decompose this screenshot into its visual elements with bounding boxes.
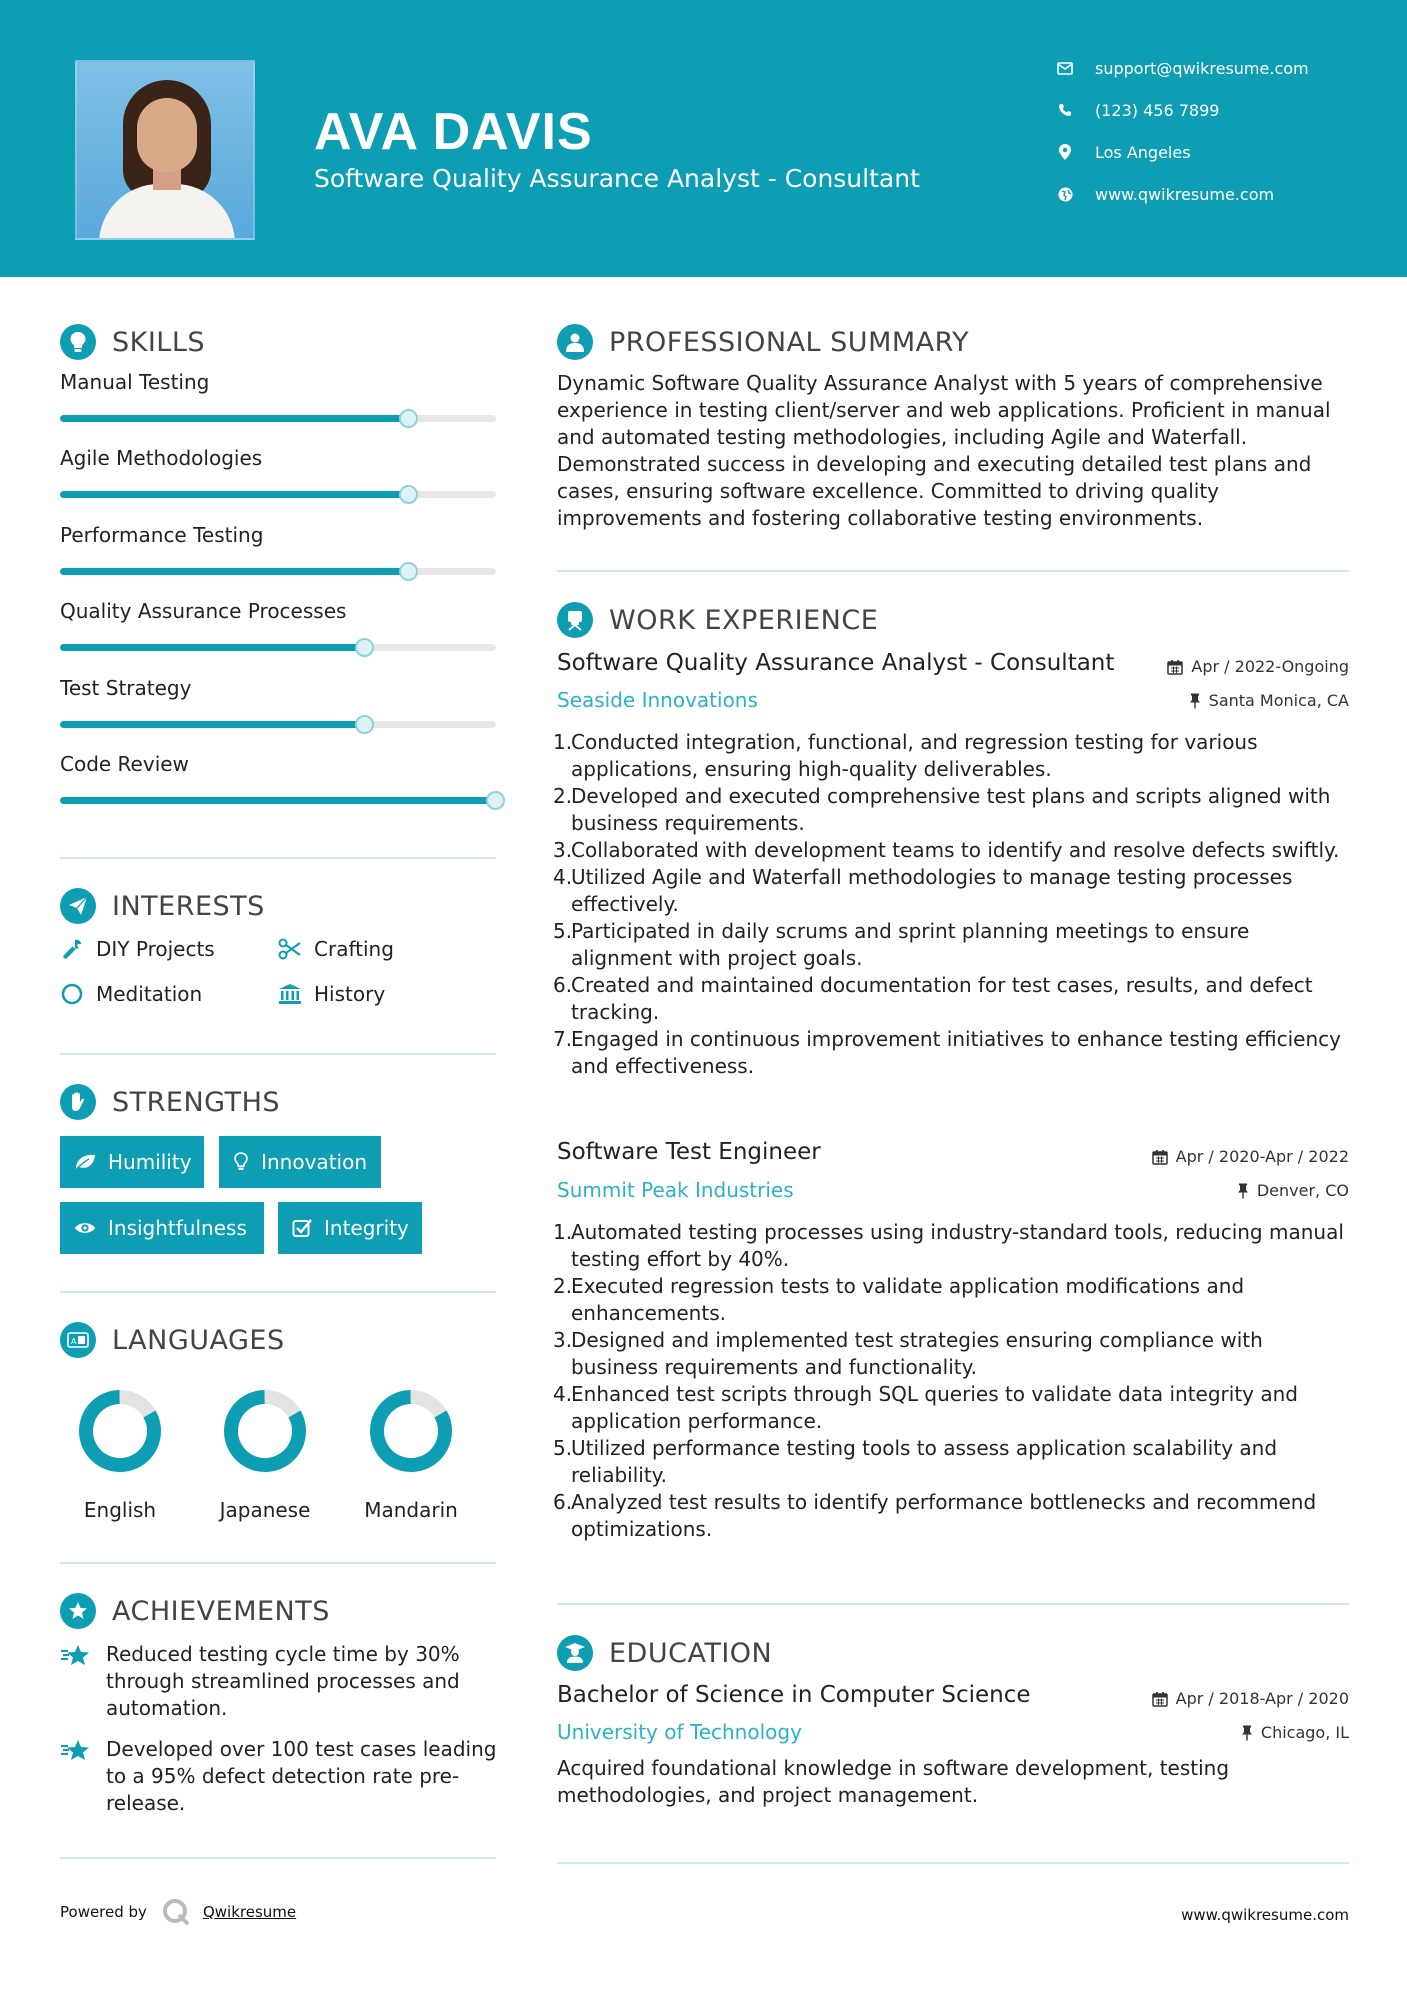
star-badge-icon xyxy=(60,1593,96,1629)
paper-plane-icon xyxy=(60,888,96,924)
language-item xyxy=(351,1386,471,1522)
skill-bar-fill xyxy=(60,797,496,804)
bullet-number: 3. xyxy=(553,1328,573,1352)
pushpin-icon xyxy=(1241,1725,1253,1741)
skill-bar xyxy=(60,644,496,651)
qwikresume-logo-icon xyxy=(161,1897,191,1927)
qwikresume-link[interactable]: Qwikresume xyxy=(202,1903,297,1921)
strength-tag xyxy=(60,1202,264,1254)
achievements-title: ACHIEVEMENTS xyxy=(112,1595,330,1627)
phone-icon xyxy=(1055,100,1075,120)
pushpin-icon xyxy=(1237,1183,1249,1199)
bullet-number: 5. xyxy=(553,1436,573,1460)
footer-powered-by xyxy=(60,1897,296,1927)
skills-title: SKILLS xyxy=(112,326,206,358)
job-company: Seaside Innovations xyxy=(557,688,758,712)
strength-label: Innovation xyxy=(261,1150,367,1174)
bullet-text: Created and maintained documentation for test cases, results, and defect tracking. xyxy=(571,973,1313,1024)
envelope-icon xyxy=(1055,58,1075,78)
skill-bar xyxy=(60,568,496,575)
skill-label: Agile Methodologies xyxy=(60,446,263,471)
education-school: University of Technology xyxy=(557,1720,802,1744)
skill-label: Code Review xyxy=(60,752,189,776)
achievement-text: Developed over 100 test cases leading to a 95% defect detection rate pre-release. xyxy=(106,1737,497,1815)
strength-label: Humility xyxy=(108,1150,192,1174)
contact-website-text[interactable]: www.qwikresume.com xyxy=(1095,184,1275,204)
calendar-icon xyxy=(1152,1149,1168,1165)
job-bullet xyxy=(553,1327,1349,1381)
education-title: EDUCATION xyxy=(609,1637,773,1669)
skills-heading xyxy=(60,324,205,360)
job-bullet xyxy=(553,1489,1349,1543)
education-heading xyxy=(557,1635,772,1671)
job-bullet xyxy=(553,729,1349,783)
strength-label: Insightfulness xyxy=(108,1216,247,1240)
education-date-text: Apr / 2018-Apr / 2020 xyxy=(1175,1689,1349,1708)
bullet-text: Utilized Agile and Waterfall methodologies to manage testing processes effectively. xyxy=(571,865,1293,916)
education-description: Acquired foundational knowledge in software development, testing methodologies, and project management. xyxy=(557,1756,1230,1807)
bullet-text: Analyzed test results to identify performance bottlenecks and recommend optimizations. xyxy=(571,1490,1317,1541)
contact-phone-text: (123) 456 7899 xyxy=(1095,100,1220,120)
bullet-number: 7. xyxy=(553,1027,573,1051)
skill-bar-knob xyxy=(355,638,374,657)
divider xyxy=(60,1053,496,1055)
skill-bar-fill xyxy=(60,491,409,498)
job-bullet xyxy=(553,864,1349,918)
wrench-icon xyxy=(60,937,84,961)
contact-website[interactable] xyxy=(1055,184,1385,204)
pushpin-icon xyxy=(1189,693,1201,709)
job-location-text: Denver, CO xyxy=(1256,1181,1349,1200)
interest-item xyxy=(60,982,202,1006)
bank-icon xyxy=(278,982,302,1006)
divider xyxy=(557,1862,1349,1864)
star-icon xyxy=(60,1736,94,1817)
job-location-text: Santa Monica, CA xyxy=(1208,691,1349,710)
lightbulb-icon xyxy=(233,1151,249,1173)
strength-tag xyxy=(278,1202,422,1254)
summary-heading xyxy=(557,324,969,360)
contact-email[interactable] xyxy=(1055,58,1385,78)
job-date-text: Apr / 2022-Ongoing xyxy=(1191,657,1349,676)
bullet-text: Engaged in continuous improvement initiatives to enhance testing efficiency and effectiveness. xyxy=(571,1027,1341,1078)
leaf-icon xyxy=(74,1151,96,1173)
language-label: Japanese xyxy=(219,1498,311,1522)
skill-bar xyxy=(60,797,496,804)
bullet-text: Conducted integration, functional, and regression testing for various applications, ensuring high-quality deliverables. xyxy=(571,730,1258,781)
language-item xyxy=(205,1386,325,1522)
skill-label: Quality Assurance Processes xyxy=(60,599,347,624)
strength-tag xyxy=(60,1136,204,1188)
job-bullet xyxy=(553,972,1349,1026)
globe-icon xyxy=(1055,184,1075,204)
job-bullet xyxy=(553,783,1349,837)
job-bullet xyxy=(553,1381,1349,1435)
divider xyxy=(60,1857,496,1859)
experience-heading xyxy=(557,602,878,638)
language-donut xyxy=(366,1386,456,1476)
languages-heading xyxy=(60,1322,285,1358)
candidate-name: AVA DAVIS xyxy=(314,103,593,161)
job-date xyxy=(1152,1147,1349,1166)
language-icon xyxy=(60,1322,96,1358)
skill-bar-knob xyxy=(399,409,418,428)
bullet-number: 1. xyxy=(553,730,573,754)
calendar-icon xyxy=(1152,1691,1168,1707)
resume-header xyxy=(0,0,1407,277)
profile-photo xyxy=(75,60,255,240)
interests-heading xyxy=(60,888,265,924)
language-item xyxy=(60,1386,180,1522)
bullet-text: Participated in daily scrums and sprint planning meetings to ensure alignment with project goals. xyxy=(571,919,1250,970)
eye-icon xyxy=(74,1217,96,1239)
interest-label: History xyxy=(314,982,386,1006)
bullet-text: Executed regression tests to validate application modifications and enhancements. xyxy=(571,1274,1245,1325)
hand-icon xyxy=(60,1084,96,1120)
bullet-text: Designed and implemented test strategies ensuring compliance with business requirements and functionality. xyxy=(571,1328,1263,1379)
skill-label: Test Strategy xyxy=(60,675,192,700)
interest-item xyxy=(278,982,385,1006)
bullet-number: 4. xyxy=(553,1382,573,1406)
briefcase-icon xyxy=(557,602,593,638)
check-square-icon xyxy=(292,1217,312,1239)
bullet-number: 3. xyxy=(553,838,573,862)
skill-label: Performance Testing xyxy=(60,522,264,547)
job-bullet xyxy=(553,1435,1349,1489)
job-bullet xyxy=(553,1026,1349,1080)
bullet-text: Enhanced test scripts through SQL queries to validate data integrity and application performance. xyxy=(571,1382,1298,1433)
job-bullet xyxy=(553,918,1349,972)
skill-bar-knob xyxy=(399,562,418,581)
powered-by-text: Powered by xyxy=(60,1903,147,1921)
divider xyxy=(60,857,496,859)
divider xyxy=(557,1603,1349,1605)
skill-bar-knob xyxy=(486,791,505,810)
interest-item xyxy=(278,937,394,961)
bullet-number: 1. xyxy=(553,1220,573,1244)
contact-location-text: Los Angeles xyxy=(1095,142,1191,162)
circle-icon xyxy=(60,982,84,1006)
job-title: Software Test Engineer xyxy=(557,1139,821,1165)
bullet-number: 6. xyxy=(553,973,573,997)
interest-item xyxy=(60,937,215,961)
bullet-number: 4. xyxy=(553,865,573,889)
strength-label: Integrity xyxy=(324,1216,409,1240)
graduate-icon xyxy=(557,1635,593,1671)
job-title: Software Quality Assurance Analyst - Consultant xyxy=(557,650,1115,676)
achievement-item xyxy=(60,1736,500,1817)
skill-bar-fill xyxy=(60,644,365,651)
skill-bar xyxy=(60,415,496,422)
divider xyxy=(60,1291,496,1293)
language-donut xyxy=(220,1386,310,1476)
achievement-item xyxy=(60,1641,500,1722)
language-donut xyxy=(75,1386,165,1476)
bullet-text: Automated testing processes using industry-standard tools, reducing manual testing effort by 40%. xyxy=(571,1220,1344,1271)
summary-title: PROFESSIONAL SUMMARY xyxy=(609,326,970,358)
footer-url[interactable]: www.qwikresume.com xyxy=(1181,1906,1349,1924)
skill-bar xyxy=(60,721,496,728)
map-marker-icon xyxy=(1055,142,1075,162)
skill-bar-fill xyxy=(60,568,409,575)
achievements-heading xyxy=(60,1593,330,1629)
lightbulb-icon xyxy=(60,324,96,360)
strengths-title: STRENGTHS xyxy=(112,1086,281,1118)
education-location xyxy=(1241,1723,1349,1742)
languages-title: LANGUAGES xyxy=(112,1324,285,1356)
skill-bar xyxy=(60,491,496,498)
scissors-icon xyxy=(278,937,302,961)
language-label: Mandarin xyxy=(364,1498,458,1522)
education-location-text: Chicago, IL xyxy=(1260,1723,1349,1742)
job-bullets xyxy=(553,1219,1349,1543)
divider xyxy=(557,570,1349,572)
skill-bar-knob xyxy=(399,485,418,504)
divider xyxy=(60,1562,496,1564)
user-icon xyxy=(557,324,593,360)
interest-label: Crafting xyxy=(314,937,394,961)
job-location xyxy=(1237,1181,1349,1200)
job-date xyxy=(1167,657,1349,676)
bullet-number: 2. xyxy=(553,1274,573,1298)
summary-text: Dynamic Software Quality Assurance Analyst with 5 years of comprehensive experience in testing client/server and web applications. Proficient in manual and automated testing methodologies, including Agile and Waterfall. Demonstrated success in developing and executing detailed test plans and cases, ensuring software excellence. Committed to driving quality improvements and fostering collaborative testing environments. xyxy=(557,371,1331,530)
bullet-number: 2. xyxy=(553,784,573,808)
job-bullet xyxy=(553,1273,1349,1327)
skill-bar-fill xyxy=(60,415,409,422)
calendar-icon xyxy=(1167,659,1183,675)
achievement-text: Reduced testing cycle time by 30% through streamlined processes and automation. xyxy=(106,1642,460,1720)
strengths-heading xyxy=(60,1084,280,1120)
education-date xyxy=(1152,1689,1349,1708)
skill-label: Manual Testing xyxy=(60,370,210,394)
contact-location xyxy=(1055,142,1385,162)
job-bullet xyxy=(553,837,1349,864)
star-icon xyxy=(60,1641,94,1722)
bullet-text: Collaborated with development teams to identify and resolve defects swiftly. xyxy=(571,838,1340,862)
contact-phone[interactable] xyxy=(1055,100,1385,120)
interest-label: DIY Projects xyxy=(96,937,215,961)
job-location xyxy=(1189,691,1349,710)
bullet-number: 5. xyxy=(553,919,573,943)
bullet-number: 6. xyxy=(553,1490,573,1514)
contact-email-text[interactable]: support@qwikresume.com xyxy=(1095,58,1309,78)
skill-bar-fill xyxy=(60,721,365,728)
experience-title: WORK EXPERIENCE xyxy=(609,604,879,636)
job-date-text: Apr / 2020-Apr / 2022 xyxy=(1175,1147,1349,1166)
job-company: Summit Peak Industries xyxy=(557,1178,794,1202)
svg-text:A: A xyxy=(71,1337,77,1346)
bullet-text: Utilized performance testing tools to assess application scalability and reliability. xyxy=(571,1436,1278,1487)
language-label: English xyxy=(83,1498,157,1522)
strength-tag xyxy=(219,1136,381,1188)
job-bullets xyxy=(553,729,1349,1080)
job-bullet xyxy=(553,1219,1349,1273)
interest-label: Meditation xyxy=(96,982,203,1006)
candidate-role: Software Quality Assurance Analyst - Consultant xyxy=(314,164,920,193)
skill-bar-knob xyxy=(355,715,374,734)
education-degree: Bachelor of Science in Computer Science xyxy=(557,1682,1031,1708)
bullet-text: Developed and executed comprehensive test plans and scripts aligned with business requirements. xyxy=(571,784,1331,835)
interests-title: INTERESTS xyxy=(112,890,265,922)
